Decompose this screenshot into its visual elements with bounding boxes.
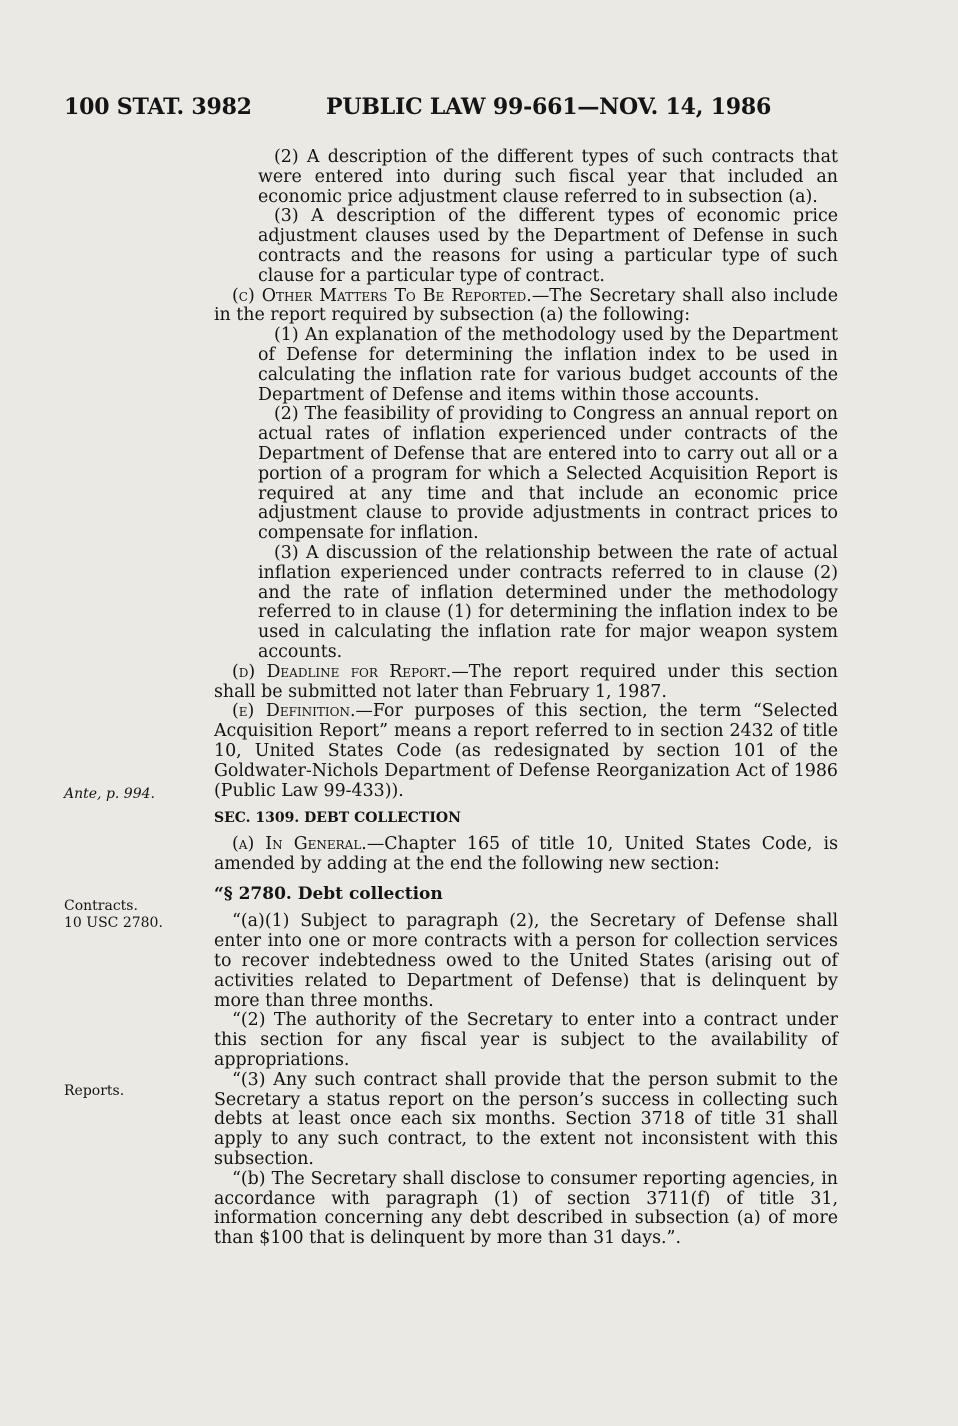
- margin-reports-text: Reports.: [64, 1083, 125, 1099]
- paragraph-a3: (3) A description of the different types of economic price adjustment clauses used by the Department of Defense in such contracts and the reasons for using a particular type of such clause for a particular type of contract.: [258, 206, 838, 286]
- clause-c3: (3) A discussion of the relationship between the rate of actual inflation experienced under contracts referred to in clause (2) and the rate of inflation determined under the methodology referred to in clause (1) for determining the inflation index to be used in calculating the inflation rate for major weapon system accounts.: [258, 542, 838, 662]
- statute-body: [214, 148, 838, 1249]
- margin-note-contracts: [64, 898, 163, 932]
- subsection-c-heading: (c) Other Matters To Be Reported.: [232, 285, 532, 306]
- subsection-a-heading: (a) In General.: [232, 834, 367, 855]
- subsection-e: [214, 702, 838, 801]
- margin-note-ante: [64, 786, 155, 803]
- clause-c2: (2) The feasibility of providing to Congress an annual report on actual rates of inflation experienced under contracts of the Department of Defense that are entered into to carry out all or a portion of a program for which a Selected Acquisition Report is required at any time and that include an economic price adjustment clause to provide adjustments in contract prices to compensate for inflation.: [258, 404, 838, 544]
- subsection-e-heading: (e) Definition.: [232, 701, 356, 722]
- quoted-a3: “(3) Any such contract shall provide that the person submit to the Secretary a status report on the person’s success in collecting such debts at least once each six months. Section 3718 of title 31 shall apply to any such contract, to the extent not inconsistent with this subsection.: [214, 1069, 838, 1170]
- clause-c1: (1) An explanation of the methodology used by the Department of Defense for determining the inflation index to be used in calculating the inflation rate for various budget accounts of the Department of Defense and items within those accounts.: [258, 325, 838, 405]
- subsection-a-text: —Chapter 165 of title 10, United States Code, is amended by adding at the end the following new section:: [214, 834, 838, 874]
- margin-usc-text: 10 USC 2780.: [64, 915, 163, 931]
- paragraph-a2: (2) A description of the different types of such contracts that were entered into during such fiscal year that included an economic price adjustment clause referred to in subsection (a).: [258, 147, 838, 207]
- quoted-a2: “(2) The authority of the Secretary to enter into a contract under this section for any fiscal year is subject to the availability of appropriations.: [214, 1010, 838, 1071]
- page-stat-number: 100 STAT. 3982: [64, 94, 252, 120]
- quoted-a1: “(a)(1) Subject to paragraph (2), the Secretary of Defense shall enter into one or more contracts with a person for collection services to recover indebtedness owed to the United States (arising out of activities related to Department of Defense) that is delinquent by more than three months.: [214, 911, 838, 1011]
- subsection-c: [214, 287, 838, 327]
- margin-ante-text: Ante, p. 994.: [64, 786, 155, 802]
- new-section-title: “§ 2780. Debt collection: [214, 883, 443, 904]
- subsection-a: [214, 835, 838, 875]
- subsection-d: [214, 663, 838, 703]
- section-heading: SEC. 1309. DEBT COLLECTION: [214, 810, 461, 827]
- margin-note-reports: [64, 1083, 124, 1100]
- subsection-d-text: —The report required under this section shall be submitted not later than February 1, 1987.: [214, 661, 839, 702]
- subsection-e-text: —For purposes of this section, the term “Selected Acquisition Report” means a report referred to in section 2432 of title 10, United States Code (as redesignated by section 101 of the Goldwater-Nichols Department of Defense Reorganization Act of 1986 (Public Law 99-433)).: [214, 701, 839, 801]
- subsection-c-text: —The Secretary shall also include in the report required by subsection (a) the following:: [214, 285, 838, 326]
- subsection-d-heading: (d) Deadline for Report.: [232, 661, 452, 682]
- quoted-b: “(b) The Secretary shall disclose to consumer reporting agencies, in accordance with paragraph (1) of section 3711(f) of title 31, information concerning any debt described in subsection (a) of more than $100 that is delinquent by more than 31 days.”.: [214, 1168, 838, 1249]
- page-running-title: PUBLIC LAW 99-661—NOV. 14, 1986: [326, 94, 772, 120]
- margin-contracts-text: Contracts.: [64, 898, 138, 914]
